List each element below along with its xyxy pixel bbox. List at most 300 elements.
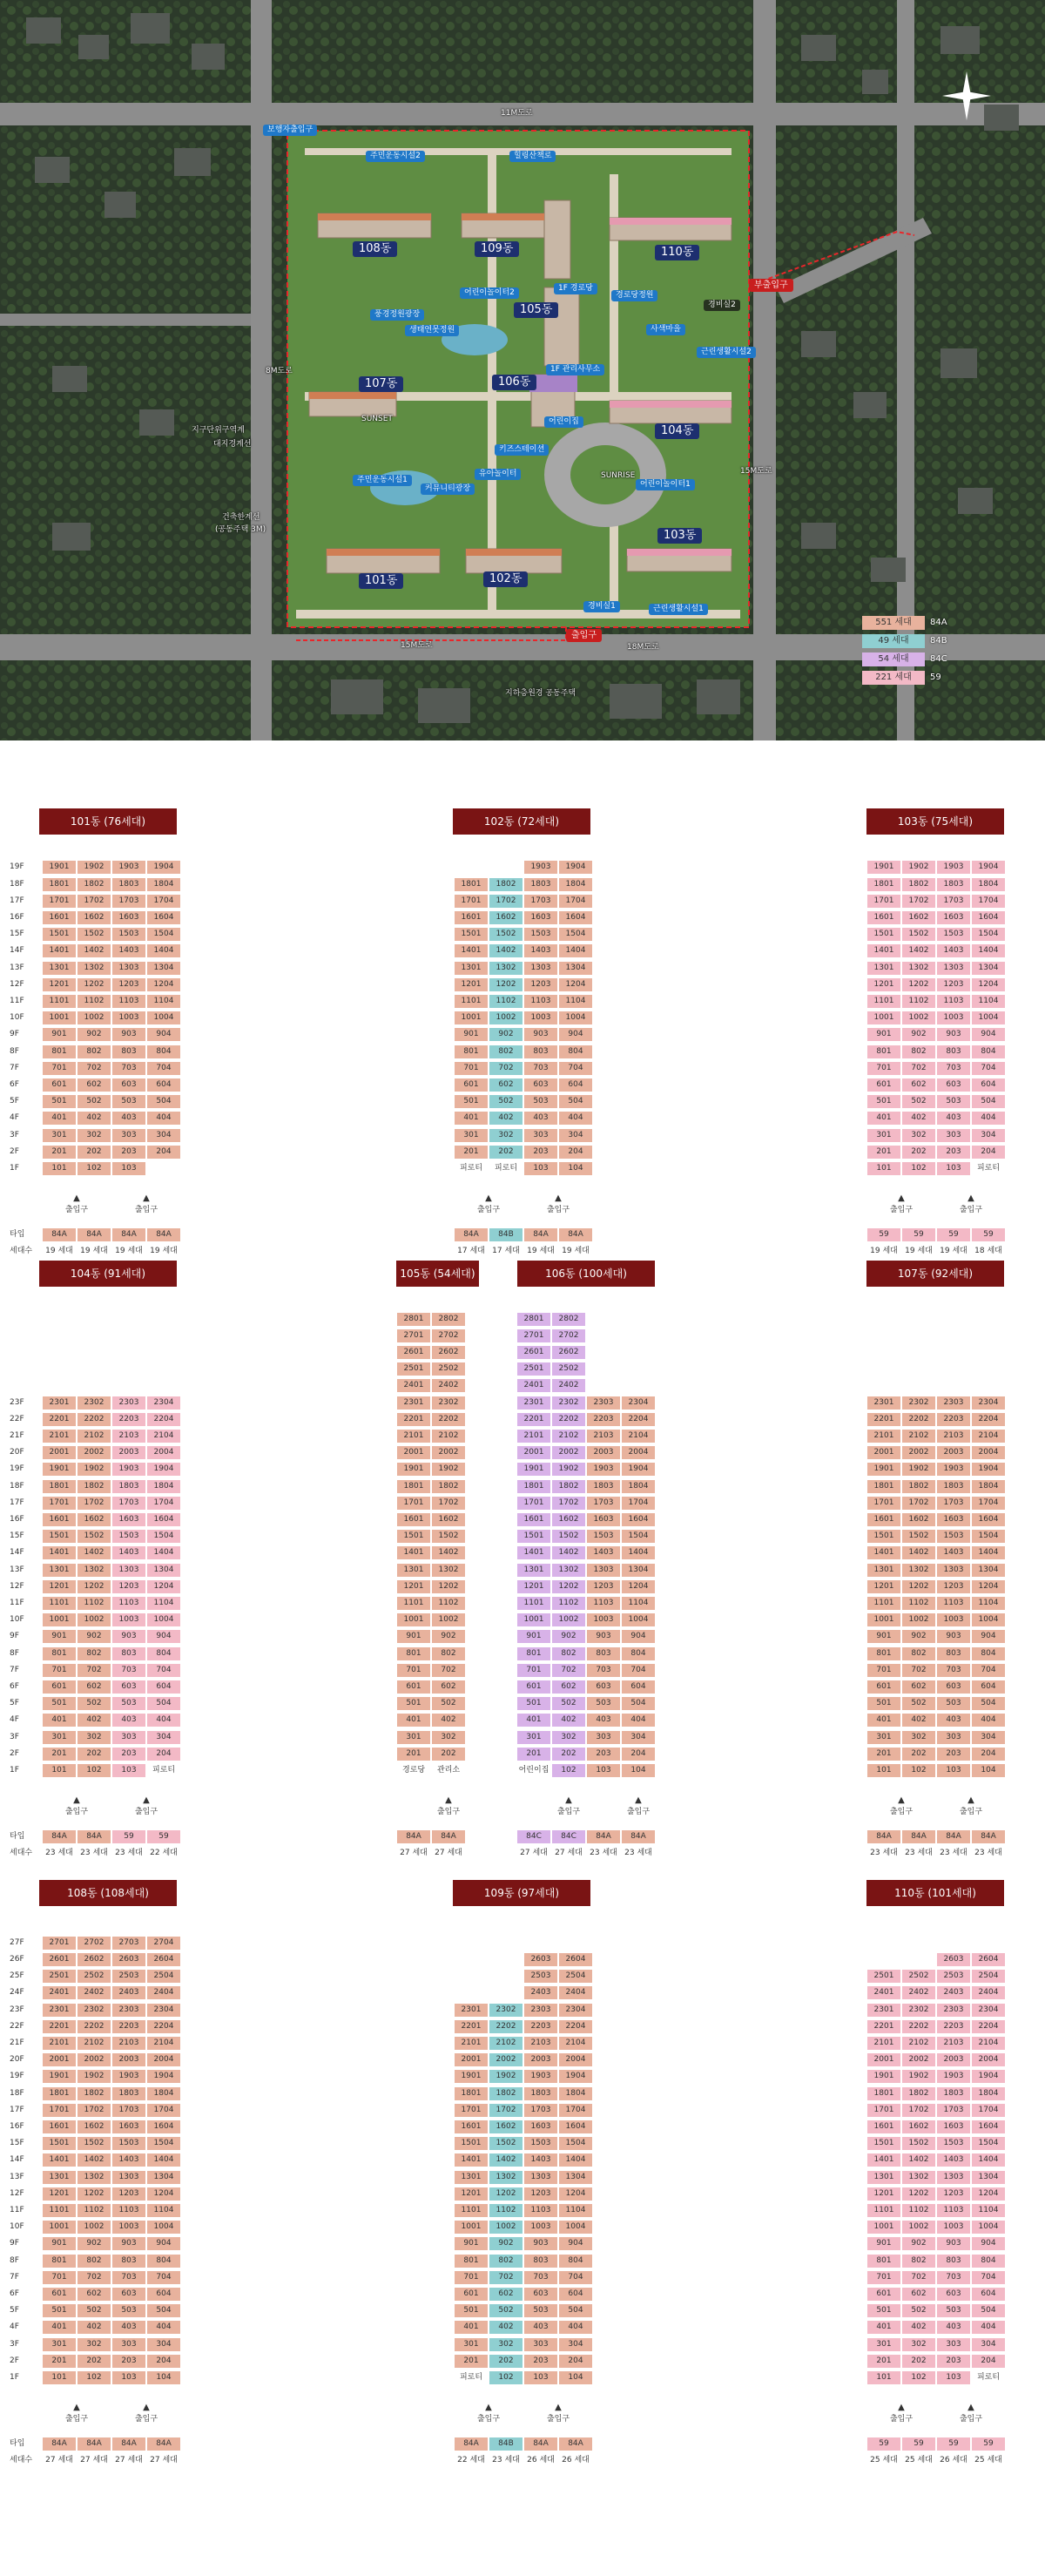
- entrance-marker: [51, 1193, 103, 1216]
- unit-type-cell: 84A: [78, 2437, 111, 2451]
- entrance-marker: [532, 1193, 584, 1216]
- unit-cell: 2002: [78, 2053, 111, 2066]
- unit-cell: 1703: [937, 895, 970, 908]
- unit-cell: 704: [559, 1062, 592, 1075]
- unit-cell: 304: [622, 1731, 655, 1744]
- unit-cell: 1102: [432, 1597, 465, 1610]
- unit-cell: 604: [147, 2288, 180, 2301]
- unit-cell: 1304: [147, 2171, 180, 2184]
- unit-cell: 1701: [867, 895, 900, 908]
- floor-label: 10F: [10, 1615, 24, 1625]
- unit-cell: 2303: [587, 1396, 620, 1410]
- unit-cell: 1101: [43, 1597, 76, 1610]
- unit-cell: 1604: [559, 2120, 592, 2133]
- unit-cell: 2701: [517, 1329, 550, 1342]
- unit-cell: 1104: [147, 2204, 180, 2217]
- unit-cell: 701: [867, 1062, 900, 1075]
- unit-cell: 1603: [524, 911, 557, 924]
- unit-cell: 1401: [455, 944, 488, 957]
- unit-cell: 2402: [78, 1986, 111, 1999]
- unit-cell: 902: [902, 2237, 935, 2250]
- unit-cell: 604: [147, 1680, 180, 1694]
- unit-cell: 304: [147, 1129, 180, 1142]
- unit-cell: 2204: [972, 1413, 1005, 1426]
- unit-cell: 1004: [559, 2221, 592, 2234]
- unit-cell: 402: [78, 1112, 111, 1125]
- unit-cell: 1904: [559, 2070, 592, 2083]
- unit-cell: 1603: [524, 2120, 557, 2133]
- unit-cell: 2301: [867, 1396, 900, 1410]
- boundary-label: 대지경계선: [213, 440, 252, 449]
- unit-cell: 1303: [524, 2171, 557, 2184]
- unit-cell: 1504: [622, 1530, 655, 1543]
- unit-cell: 1601: [43, 1513, 76, 1526]
- entrance-label: 출입구: [134, 1808, 158, 1816]
- unit-cell: 2303: [524, 2004, 557, 2017]
- unit-cell: 302: [902, 1129, 935, 1142]
- unit-cell: 1501: [43, 928, 76, 941]
- unit-cell: 피로티: [976, 1164, 1001, 1173]
- unit-cell: 701: [455, 2271, 488, 2284]
- unit-cell: 1602: [78, 911, 111, 924]
- floor-label: 12F: [10, 979, 24, 989]
- unit-cell: 1302: [902, 1564, 935, 1577]
- unit-cell: 1801: [867, 878, 900, 891]
- unit-cell: 2501: [517, 1362, 550, 1376]
- unit-cell: 2002: [489, 2053, 522, 2066]
- unit-cell: 1301: [867, 962, 900, 975]
- unit-cell: 801: [397, 1647, 430, 1660]
- unit-cell: 201: [455, 2355, 488, 2368]
- facility-label: 생태연못정원: [405, 325, 459, 336]
- unit-cell: 1204: [147, 2187, 180, 2201]
- household-count: 27 세대: [115, 2456, 143, 2464]
- facility-label: 사색마을: [646, 324, 685, 335]
- unit-cell: 1903: [112, 861, 145, 874]
- unit-type-cell: 59: [972, 2437, 1005, 2451]
- unit-cell: 1204: [972, 1580, 1005, 1593]
- unit-cell: 피로티: [459, 1164, 483, 1173]
- unit-cell: 204: [147, 2355, 180, 2368]
- unit-cell: 703: [524, 2271, 557, 2284]
- unit-cell: 1903: [587, 1463, 620, 1476]
- entrance-label: 출입구: [134, 1206, 158, 1214]
- unit-cell: 301: [397, 1731, 430, 1744]
- unit-cell: 1701: [867, 1497, 900, 1510]
- unit-cell: 503: [937, 1697, 970, 1710]
- unit-cell: 303: [937, 1129, 970, 1142]
- unit-cell: 1201: [867, 2187, 900, 2201]
- unit-cell: 503: [587, 1697, 620, 1710]
- unit-cell: 902: [489, 1028, 522, 1041]
- unit-cell: 1004: [622, 1613, 655, 1626]
- site-building-108: 108동: [353, 241, 397, 257]
- unit-cell: 102: [78, 1162, 111, 1175]
- unit-cell: 1201: [43, 2187, 76, 2201]
- unit-cell: 201: [867, 2355, 900, 2368]
- site-building-102: 102동: [483, 571, 528, 587]
- unit-cell: 1902: [902, 2070, 935, 2083]
- building-title: 103동 (75세대): [866, 808, 1004, 835]
- unit-type-cell: 84A: [78, 1830, 111, 1843]
- unit-cell: 2802: [432, 1313, 465, 1326]
- household-count: 26 세대: [940, 2456, 967, 2464]
- unit-cell: 1804: [147, 2087, 180, 2100]
- unit-cell: 701: [867, 1664, 900, 1677]
- unit-cell: 1803: [112, 2087, 145, 2100]
- unit-cell: 2203: [937, 1413, 970, 1426]
- unit-cell: 1702: [552, 1497, 585, 1510]
- unit-cell: 904: [147, 1630, 180, 1643]
- unit-cell: 1002: [78, 2221, 111, 2234]
- unit-cell: 201: [455, 1146, 488, 1159]
- unit-cell: 1901: [867, 1463, 900, 1476]
- unit-cell: 103: [112, 1764, 145, 1777]
- facility-label: 주민운동시설1: [353, 475, 412, 486]
- entrance-label: 출입구: [959, 1206, 983, 1214]
- unit-cell: 1201: [867, 978, 900, 991]
- unit-cell: 1702: [902, 895, 935, 908]
- unit-cell: 2101: [43, 2037, 76, 2050]
- unit-cell: 1404: [147, 1546, 180, 1559]
- unit-cell: 504: [972, 2304, 1005, 2317]
- household-count: 23 세대: [80, 1849, 108, 1857]
- unit-cell: 404: [972, 1714, 1005, 1727]
- unit-cell: 1904: [147, 2070, 180, 2083]
- entrance-arrow-icon: ▲: [898, 1193, 905, 1203]
- unit-cell: 1604: [972, 2120, 1005, 2133]
- unit-cell: 102: [902, 2371, 935, 2384]
- entrance-label: 출입구: [889, 1808, 914, 1816]
- unit-cell: 1201: [43, 1580, 76, 1593]
- household-count: 26 세대: [527, 2456, 555, 2464]
- floor-label: 7F: [10, 2272, 19, 2282]
- floor-label: 1F: [10, 1766, 19, 1775]
- floor-label: 15F: [10, 2139, 24, 2148]
- building-title: 106동 (100세대): [517, 1261, 655, 1287]
- unit-cell: 903: [937, 1630, 970, 1643]
- unit-cell: 1101: [867, 995, 900, 1008]
- unit-cell: 404: [147, 1714, 180, 1727]
- unit-cell: 601: [867, 2288, 900, 2301]
- unit-cell: 202: [902, 2355, 935, 2368]
- unit-cell: 304: [559, 2338, 592, 2351]
- unit-cell: 703: [587, 1664, 620, 1677]
- unit-cell: 1301: [517, 1564, 550, 1577]
- unit-cell: 703: [937, 2271, 970, 2284]
- unit-cell: 1104: [147, 1597, 180, 1610]
- unit-cell: 2104: [147, 1430, 180, 1443]
- unit-cell: 2001: [517, 1446, 550, 1459]
- unit-cell: 804: [972, 2255, 1005, 2268]
- unit-cell: 1502: [78, 1530, 111, 1543]
- unit-cell: 1602: [902, 2120, 935, 2133]
- unit-cell: 1204: [147, 1580, 180, 1593]
- unit-cell: 2302: [78, 1396, 111, 1410]
- unit-cell: 1904: [972, 2070, 1005, 2083]
- unit-cell: 2302: [902, 2004, 935, 2017]
- facility-label: 1F 관리사무소: [546, 364, 604, 375]
- unit-type-cell: 84C: [552, 1830, 585, 1843]
- unit-cell: 1002: [489, 1011, 522, 1024]
- unit-cell: 704: [147, 1664, 180, 1677]
- unit-cell: 801: [43, 2255, 76, 2268]
- unit-cell: 1402: [78, 2153, 111, 2167]
- unit-cell: 101: [867, 1162, 900, 1175]
- floor-label: 9F: [10, 1030, 19, 1039]
- unit-cell: 1102: [902, 1597, 935, 1610]
- unit-cell: 1603: [112, 911, 145, 924]
- entrance-marker: [120, 1795, 172, 1818]
- unit-cell: 1501: [867, 928, 900, 941]
- unit-cell: 2203: [112, 1413, 145, 1426]
- unit-type-cell: 84A: [524, 2437, 557, 2451]
- facility-label: 어린이놀이터2: [460, 287, 519, 299]
- unit-cell: 2102: [902, 2037, 935, 2050]
- floor-label: 3F: [10, 1130, 19, 1139]
- unit-type-cell: 84A: [112, 2437, 145, 2451]
- unit-cell: 804: [147, 1045, 180, 1058]
- unit-type-cell: 84A: [112, 1228, 145, 1241]
- unit-cell: 204: [147, 1748, 180, 1761]
- unit-cell: 803: [587, 1647, 620, 1660]
- building-title: 110동 (101세대): [866, 1880, 1004, 1906]
- unit-cell: 102: [78, 1764, 111, 1777]
- unit-cell: 1203: [112, 2187, 145, 2201]
- unit-cell: 903: [524, 1028, 557, 1041]
- unit-cell: 703: [112, 1062, 145, 1075]
- floor-label: 16F: [10, 1515, 24, 1524]
- unit-cell: 104: [622, 1764, 655, 1777]
- building-title: 105동 (54세대): [396, 1261, 479, 1287]
- unit-cell: 2201: [43, 2020, 76, 2033]
- unit-cell: 2102: [489, 2037, 522, 2050]
- unit-cell: 1002: [902, 1613, 935, 1626]
- entrance-label: 출입구: [959, 1808, 983, 1816]
- unit-cell: 501: [455, 1095, 488, 1108]
- unit-cell: 603: [112, 2288, 145, 2301]
- unit-cell: 901: [517, 1630, 550, 1643]
- entrance-marker: [51, 2403, 103, 2425]
- unit-cell: 1404: [147, 944, 180, 957]
- unit-cell: 901: [455, 1028, 488, 1041]
- unit-cell: 703: [937, 1062, 970, 1075]
- unit-cell: 804: [559, 1045, 592, 1058]
- entrance-marker: [945, 1193, 997, 1216]
- unit-cell: 1102: [78, 2204, 111, 2217]
- unit-cell: 1701: [43, 2104, 76, 2117]
- unit-cell: 1104: [559, 995, 592, 1008]
- unit-cell: 202: [902, 1146, 935, 1159]
- unit-cell: 2104: [147, 2037, 180, 2050]
- unit-cell: 1801: [43, 2087, 76, 2100]
- unit-cell: 302: [78, 2338, 111, 2351]
- site-building-110: 110동: [655, 245, 699, 260]
- unit-cell: 303: [524, 2338, 557, 2351]
- unit-cell: 피로티: [459, 2373, 483, 2382]
- floor-label: 4F: [10, 1715, 19, 1725]
- unit-cell: 802: [552, 1647, 585, 1660]
- unit-cell: 2201: [455, 2020, 488, 2033]
- unit-cell: 1403: [112, 944, 145, 957]
- unit-cell: 603: [112, 1078, 145, 1092]
- floor-label: 11F: [10, 1599, 24, 1607]
- unit-cell: 1603: [937, 1513, 970, 1526]
- unit-cell: 302: [78, 1731, 111, 1744]
- unit-cell: 702: [902, 1664, 935, 1677]
- unit-type-cell: 84A: [972, 1830, 1005, 1843]
- unit-cell: 504: [147, 1697, 180, 1710]
- facility-label: 주민운동시설2: [366, 151, 425, 162]
- unit-cell: 801: [43, 1647, 76, 1660]
- unit-cell: 1103: [112, 995, 145, 1008]
- facility-label: 풍경정원광장: [370, 309, 424, 321]
- unit-cell: 1604: [147, 911, 180, 924]
- unit-cell: 801: [455, 2255, 488, 2268]
- unit-cell: 2401: [43, 1986, 76, 1999]
- unit-cell: 1801: [455, 878, 488, 891]
- unit-cell: 2403: [524, 1986, 557, 1999]
- unit-cell: 1504: [972, 928, 1005, 941]
- unit-cell: 2001: [455, 2053, 488, 2066]
- unit-cell: 1102: [489, 995, 522, 1008]
- unit-cell: 304: [147, 2338, 180, 2351]
- floor-label: 22F: [10, 2021, 24, 2031]
- unit-cell: 1002: [489, 2221, 522, 2234]
- unit-cell: 901: [867, 1028, 900, 1041]
- unit-cell: 204: [559, 1146, 592, 1159]
- unit-cell: 602: [489, 2288, 522, 2301]
- unit-cell: 501: [43, 1095, 76, 1108]
- unit-cell: 1004: [559, 1011, 592, 1024]
- unit-cell: 1001: [517, 1613, 550, 1626]
- unit-cell: 802: [78, 1045, 111, 1058]
- unit-cell: 1301: [455, 962, 488, 975]
- unit-cell: 704: [972, 1062, 1005, 1075]
- unit-cell: 1301: [867, 1564, 900, 1577]
- unit-cell: 2302: [78, 2004, 111, 2017]
- unit-cell: 2104: [972, 2037, 1005, 2050]
- household-count: 23 세대: [590, 1849, 617, 1857]
- floor-label: 12F: [10, 1581, 24, 1591]
- unit-cell: 2403: [937, 1986, 970, 1999]
- unit-cell: 2001: [867, 2053, 900, 2066]
- unit-cell: 1302: [432, 1564, 465, 1577]
- road-label-north: 11M도로: [501, 109, 533, 118]
- unit-cell: 403: [587, 1714, 620, 1727]
- unit-cell: 2404: [559, 1986, 592, 1999]
- unit-cell: 1901: [517, 1463, 550, 1476]
- unit-cell: 102: [902, 1162, 935, 1175]
- unit-cell: 103: [937, 1764, 970, 1777]
- unit-cell: 1403: [524, 2153, 557, 2167]
- unit-cell: 801: [43, 1045, 76, 1058]
- unit-cell: 1603: [937, 911, 970, 924]
- unit-cell: 1601: [517, 1513, 550, 1526]
- floor-label: 3F: [10, 2339, 19, 2349]
- unit-cell: 504: [559, 2304, 592, 2317]
- unit-cell: 1801: [43, 878, 76, 891]
- unit-cell: 301: [43, 1129, 76, 1142]
- unit-cell: 1301: [455, 2171, 488, 2184]
- unit-cell: 관리소: [436, 1766, 461, 1775]
- facility-label: 경비실1: [583, 601, 620, 612]
- unit-cell: 2201: [867, 2020, 900, 2033]
- unit-cell: 902: [552, 1630, 585, 1643]
- unit-cell: 1002: [552, 1613, 585, 1626]
- unit-cell: 904: [972, 1028, 1005, 1041]
- floor-label: 5F: [10, 1699, 19, 1708]
- unit-cell: 1403: [112, 2153, 145, 2167]
- unit-cell: 901: [455, 2237, 488, 2250]
- unit-cell: 1003: [524, 1011, 557, 1024]
- unit-cell: 1104: [622, 1597, 655, 1610]
- entrance-marker: [945, 1795, 997, 1818]
- floor-label: 21F: [10, 2038, 24, 2047]
- unit-cell: 1802: [432, 1480, 465, 1493]
- entrance-label: 출입구: [134, 2415, 158, 2424]
- unit-cell: 1402: [902, 944, 935, 957]
- unit-cell: 1503: [524, 2137, 557, 2150]
- unit-cell: 1704: [559, 2104, 592, 2117]
- unit-cell: 2301: [397, 1396, 430, 1410]
- floor-label: 26F: [10, 1955, 24, 1964]
- facility-label: 1F 경로당: [554, 283, 597, 294]
- road-label-east: 15M도로: [740, 467, 772, 476]
- unit-cell: 1903: [937, 2070, 970, 2083]
- facility-label: 힐링산책로: [509, 151, 556, 162]
- unit-cell: 1404: [559, 2153, 592, 2167]
- entrance-sub: 부출입구: [749, 279, 793, 292]
- unit-cell: 401: [397, 1714, 430, 1727]
- unit-cell: 1401: [867, 944, 900, 957]
- unit-cell: 501: [43, 2304, 76, 2317]
- unit-cell: 1202: [78, 2187, 111, 2201]
- unit-cell: 503: [112, 2304, 145, 2317]
- legend-swatch: 221 세대: [862, 671, 925, 685]
- unit-type-cell: 59: [937, 2437, 970, 2451]
- unit-cell: 1601: [867, 1513, 900, 1526]
- legend-row: [862, 614, 967, 631]
- unit-cell: 2103: [587, 1430, 620, 1443]
- unit-cell: 1101: [43, 995, 76, 1008]
- unit-type-legend: [862, 614, 967, 687]
- unit-cell: 501: [867, 1095, 900, 1108]
- unit-cell: 1702: [902, 2104, 935, 2117]
- floor-label: 5F: [10, 1097, 19, 1106]
- unit-cell: 1404: [147, 2153, 180, 2167]
- unit-cell: 801: [867, 1045, 900, 1058]
- unit-cell: 1104: [147, 995, 180, 1008]
- unit-cell: 1802: [552, 1480, 585, 1493]
- unit-cell: 2702: [432, 1329, 465, 1342]
- unit-type-cell: 84C: [517, 1830, 550, 1843]
- household-count: 19 세대: [562, 1247, 590, 1255]
- entrance-marker: [875, 1193, 927, 1216]
- unit-cell: 1001: [867, 2221, 900, 2234]
- unit-cell: 1402: [78, 944, 111, 957]
- household-count: 23 세대: [115, 1849, 143, 1857]
- unit-cell: 402: [78, 1714, 111, 1727]
- unit-cell: 1304: [559, 2171, 592, 2184]
- entrance-arrow-icon: ▲: [445, 1795, 452, 1805]
- unit-cell: 504: [622, 1697, 655, 1710]
- unit-cell: 201: [43, 1748, 76, 1761]
- unit-cell: 901: [43, 1630, 76, 1643]
- unit-cell: 301: [43, 1731, 76, 1744]
- unit-cell: 1203: [587, 1580, 620, 1593]
- unit-cell: 1403: [587, 1546, 620, 1559]
